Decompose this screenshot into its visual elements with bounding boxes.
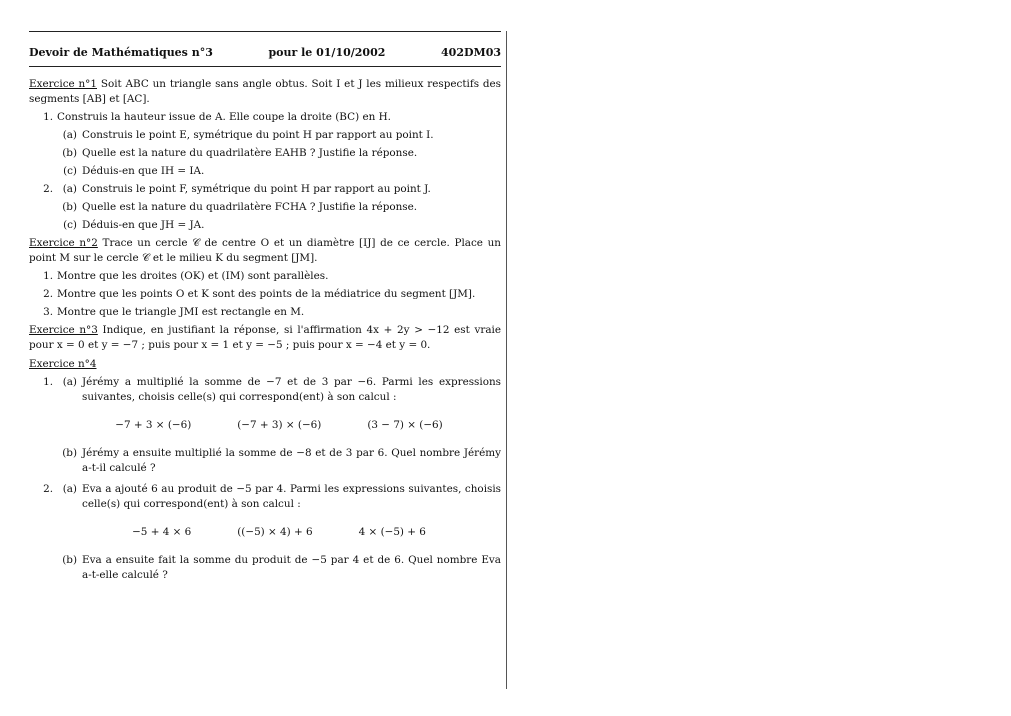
sub-question-label: (a) <box>62 129 77 141</box>
exercise-2-intro-text: Trace un cercle 𝒞 de centre O et un diamètre [IJ] de ce cercle. Place un point M sur le cercle 𝒞 et le milieu K du segment [JM]. <box>29 237 501 264</box>
sub-question-label: (b) <box>62 447 77 459</box>
exercise-1-intro-text: Soit ABC un triangle sans angle obtus. Soit I et J les milieux respectifs des segments [AB] et [AC]. <box>29 78 501 105</box>
sub-question <box>57 200 501 215</box>
sub-question-label: (c) <box>63 165 77 177</box>
question-text: Montre que les droites (OK) et (IM) sont parallèles. <box>57 270 329 282</box>
sub-question <box>57 164 501 179</box>
sub-question-text: Construis le point E, symétrique du point H par rapport au point I. <box>82 129 434 141</box>
exercise-3-title: Exercice n°3 <box>29 324 98 336</box>
sub-question <box>57 482 501 512</box>
expression: (3 − 7) × (−6) <box>367 419 443 431</box>
sub-question-text: Eva a ajouté 6 au produit de −5 par 4. Parmi les expressions suivantes, choisis celle(s) qui correspond(ent) à son calcul : <box>82 483 501 510</box>
sub-question-text: Déduis-en que JH = JA. <box>82 219 205 231</box>
question-number: 1. <box>43 111 53 123</box>
exercise-4-title: Exercice n°4 <box>29 358 97 370</box>
sub-question-label: (a) <box>62 376 77 388</box>
expression: ((−5) × 4) + 6 <box>237 526 313 538</box>
expression: −5 + 4 × 6 <box>132 526 192 538</box>
exercise-3 <box>29 323 501 353</box>
exercise-3-text <box>29 323 501 353</box>
expression-list <box>57 418 501 433</box>
sub-question-label: (b) <box>62 554 77 566</box>
exercise-2-question-3 <box>29 305 501 320</box>
due-date: pour le 01/10/2002 <box>268 46 386 59</box>
exercise-1-question-2 <box>29 182 501 233</box>
sub-question <box>57 446 501 476</box>
exercise-3-body: Indique, en justifiant la réponse, si l'affirmation 4x + 2y > −12 est vraie pour x = 0 et y = −7 ; puis pour x = 1 et y = −5 ; puis pour x = −4 et y = 0. <box>29 324 501 351</box>
question-text: Montre que le triangle JMI est rectangle en M. <box>57 306 305 318</box>
sub-question <box>57 182 501 197</box>
sub-question-text: Construis le point F, symétrique du point H par rapport au point J. <box>82 183 431 195</box>
sub-question-label: (b) <box>62 147 77 159</box>
exercise-4-question-2 <box>29 482 501 583</box>
sub-question <box>57 128 501 143</box>
exercise-2-intro <box>29 236 501 266</box>
exercise-2-question-2 <box>29 287 501 302</box>
sub-question-text: Déduis-en que IH = IA. <box>82 165 205 177</box>
expression: 4 × (−5) + 6 <box>358 526 426 538</box>
exercise-4-heading <box>29 357 501 372</box>
sub-question-label: (b) <box>62 201 77 213</box>
question-number: 2. <box>43 288 53 300</box>
sub-question <box>57 553 501 583</box>
question-number: 1. <box>43 270 53 282</box>
exercise-1-title: Exercice n°1 <box>29 78 97 90</box>
question-number: 2. <box>43 183 53 195</box>
exercise-2 <box>29 236 501 320</box>
sub-question <box>57 375 501 405</box>
sub-question-text: Quelle est la nature du quadrilatère FCHA ? Justifie la réponse. <box>82 201 418 213</box>
document-title: Devoir de Mathématiques n°3 <box>29 46 213 59</box>
exercise-4-question-1 <box>29 375 501 476</box>
exercise-2-question-1 <box>29 269 501 284</box>
page-divider <box>506 31 507 689</box>
header-rule <box>29 66 501 67</box>
document-header <box>29 32 501 66</box>
sub-question-text: Jérémy a multiplié la somme de −7 et de 3 par −6. Parmi les expressions suivantes, choisis celle(s) qui correspond(ent) à son calcul : <box>82 376 501 403</box>
sub-question-label: (c) <box>63 219 77 231</box>
exercise-4 <box>29 357 501 583</box>
expression: −7 + 3 × (−6) <box>115 419 192 431</box>
question-text: Montre que les points O et K sont des points de la médiatrice du segment [JM]. <box>57 288 476 300</box>
question-number: 2. <box>43 483 53 495</box>
exercise-1 <box>29 77 501 233</box>
sub-question-text: Eva a ensuite fait la somme du produit de −5 par 4 et de 6. Quel nombre Eva a-t-elle calculé ? <box>82 554 501 581</box>
question-text: Construis la hauteur issue de A. Elle coupe la droite (BC) en H. <box>57 111 391 123</box>
expression-list <box>57 525 501 540</box>
sub-question-text: Quelle est la nature du quadrilatère EAHB ? Justifie la réponse. <box>82 147 418 159</box>
document-code: 402DM03 <box>441 46 501 59</box>
exercise-1-intro <box>29 77 501 107</box>
question-number: 1. <box>43 376 53 388</box>
sub-question <box>57 146 501 161</box>
document-page <box>29 31 501 583</box>
sub-question-text: Jérémy a ensuite multiplié la somme de −8 et de 3 par 6. Quel nombre Jérémy a-t-il calculé ? <box>82 447 501 474</box>
expression: (−7 + 3) × (−6) <box>237 419 322 431</box>
sub-question-label: (a) <box>62 483 77 495</box>
exercise-1-question-1 <box>29 110 501 179</box>
question-number: 3. <box>43 306 53 318</box>
sub-question <box>57 218 501 233</box>
exercise-2-title: Exercice n°2 <box>29 237 98 249</box>
sub-question-label: (a) <box>62 183 77 195</box>
